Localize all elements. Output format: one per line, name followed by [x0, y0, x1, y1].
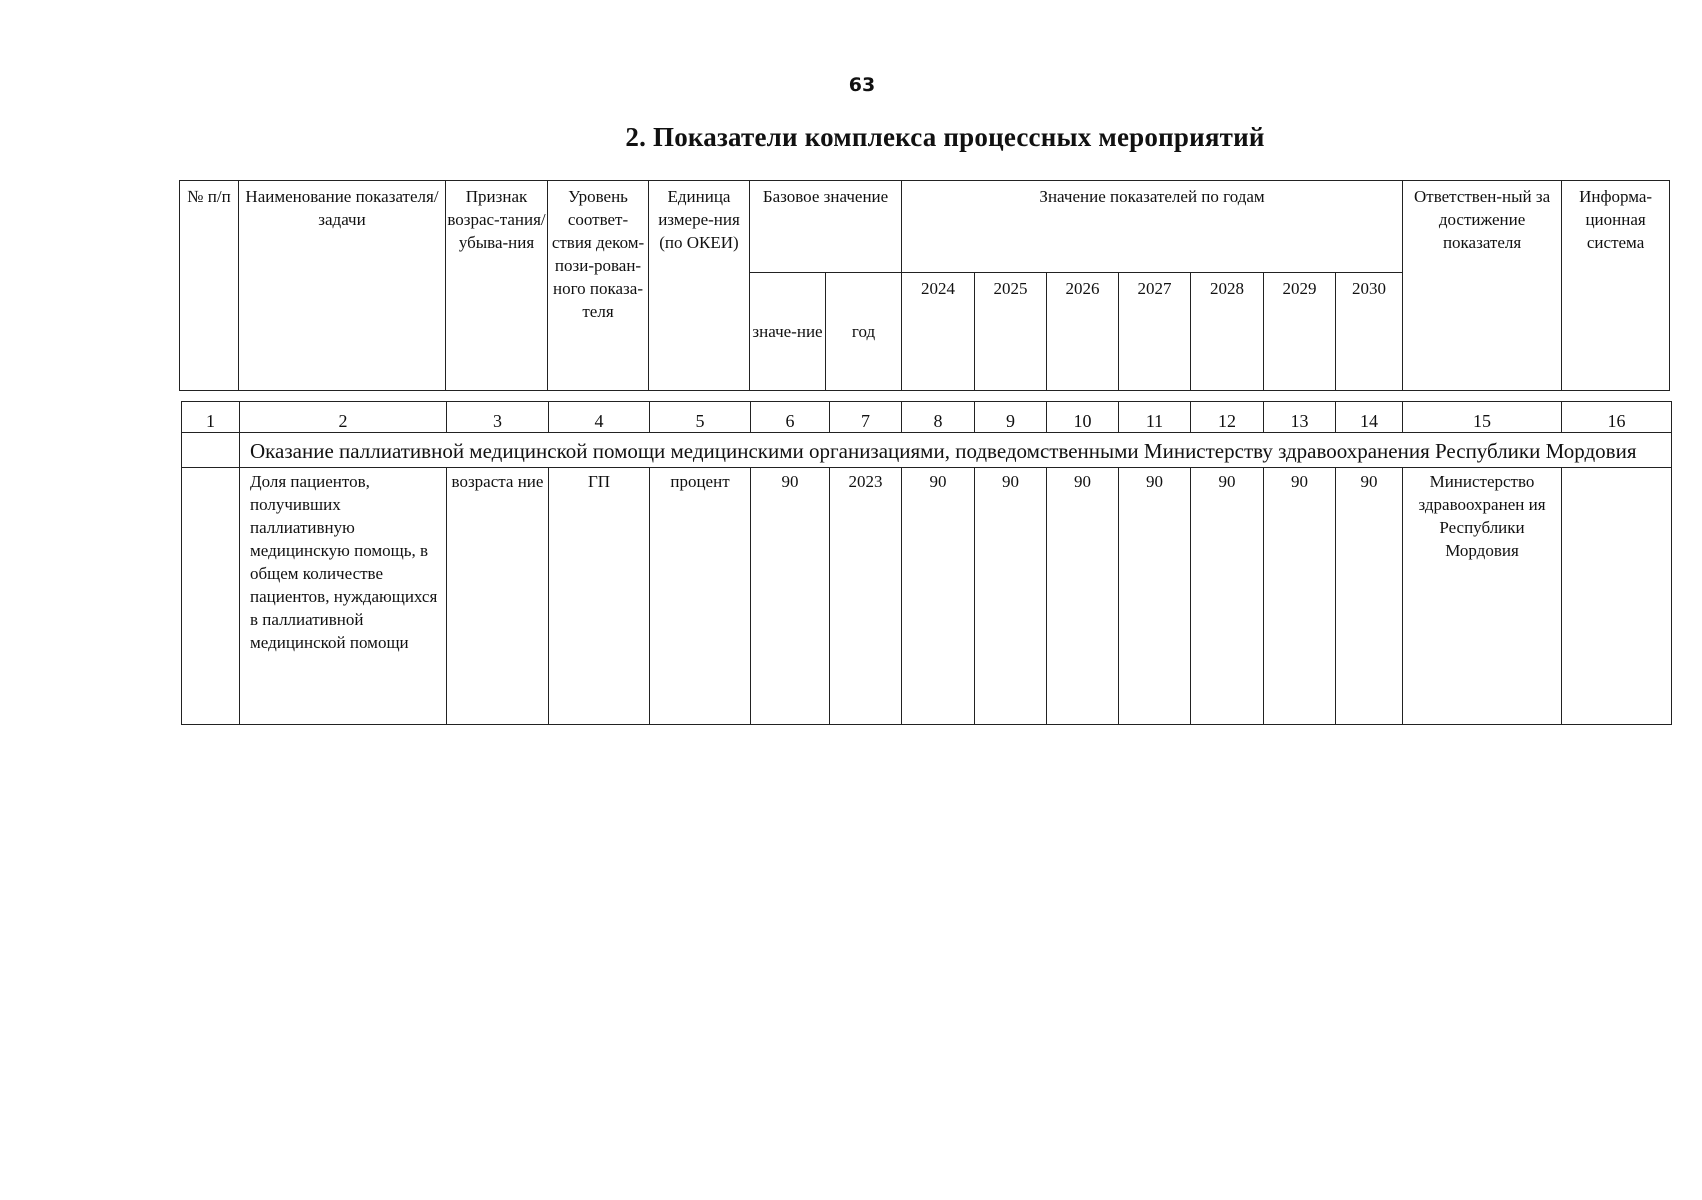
header-base-value: значе-ние: [750, 273, 826, 391]
section-title: Оказание паллиативной медицинской помощи медицинскими организациями, подведомственными Министерству здравоохранения Республики Мордовия: [240, 433, 1672, 468]
header-name: Наименование показателя/задачи: [239, 181, 446, 391]
section-row: [182, 433, 1672, 468]
header-year-2025: 2025: [975, 273, 1047, 391]
document-title: 2. Показатели комплекса процессных мероприятий: [625, 122, 1265, 152]
column-number: 4: [549, 402, 650, 433]
header-base-group: Базовое значение: [750, 181, 902, 273]
row-system: [1562, 468, 1672, 725]
header-year-2028: 2028: [1191, 273, 1264, 391]
row-sign: возраста ние: [447, 468, 549, 725]
column-number: 11: [1119, 402, 1191, 433]
row-base-value: 90: [751, 468, 830, 725]
row-responsible: Министерство здравоохранен ия Республики Мордовия: [1403, 468, 1562, 725]
header-year-2026: 2026: [1047, 273, 1119, 391]
table-row: [182, 468, 1672, 725]
column-number: 6: [751, 402, 830, 433]
row-value-2026: 90: [1047, 468, 1119, 725]
header-base-year: год: [826, 273, 902, 391]
header-table: [179, 180, 1670, 391]
column-number: 7: [830, 402, 902, 433]
column-number: 8: [902, 402, 975, 433]
column-number: 10: [1047, 402, 1119, 433]
header-system: Информа-ционная система: [1562, 181, 1670, 391]
column-number: 1: [182, 402, 240, 433]
column-number: 5: [650, 402, 751, 433]
column-number: 2: [240, 402, 447, 433]
body-table: [181, 401, 1672, 725]
header-responsible: Ответствен-ный за достижение показателя: [1403, 181, 1562, 391]
row-value-2027: 90: [1119, 468, 1191, 725]
column-number: 3: [447, 402, 549, 433]
header-year-2030: 2030: [1336, 273, 1403, 391]
header-unit: Единица измере-ния (по ОКЕИ): [649, 181, 750, 391]
header-level: Уровень соответ-ствия деком-пози-рован-ного показа-теля: [548, 181, 649, 391]
header-num: № п/п: [180, 181, 239, 391]
row-value-2030: 90: [1336, 468, 1403, 725]
row-value-2024: 90: [902, 468, 975, 725]
header-year-2027: 2027: [1119, 273, 1191, 391]
column-number: 13: [1264, 402, 1336, 433]
header-years-group: Значение показателей по годам: [902, 181, 1403, 273]
row-level: ГП: [549, 468, 650, 725]
row-value-2028: 90: [1191, 468, 1264, 725]
row-value-2025: 90: [975, 468, 1047, 725]
page-number: 63: [848, 74, 876, 96]
column-number: 15: [1403, 402, 1562, 433]
column-number: 14: [1336, 402, 1403, 433]
row-base-year: 2023: [830, 468, 902, 725]
column-number: 16: [1562, 402, 1672, 433]
section-num-cell: [182, 433, 240, 468]
column-number: 9: [975, 402, 1047, 433]
row-name: Доля пациентов, получивших паллиативную медицинскую помощь, в общем количестве пациентов, нуждающихся в паллиативной медицинской помощи: [240, 468, 447, 725]
row-num: [182, 468, 240, 725]
row-value-2029: 90: [1264, 468, 1336, 725]
column-numbers-row: [182, 402, 1672, 433]
header-year-2024: 2024: [902, 273, 975, 391]
header-year-2029: 2029: [1264, 273, 1336, 391]
row-unit: процент: [650, 468, 751, 725]
header-sign: Признак возрас-тания/ убыва-ния: [446, 181, 548, 391]
column-number: 12: [1191, 402, 1264, 433]
